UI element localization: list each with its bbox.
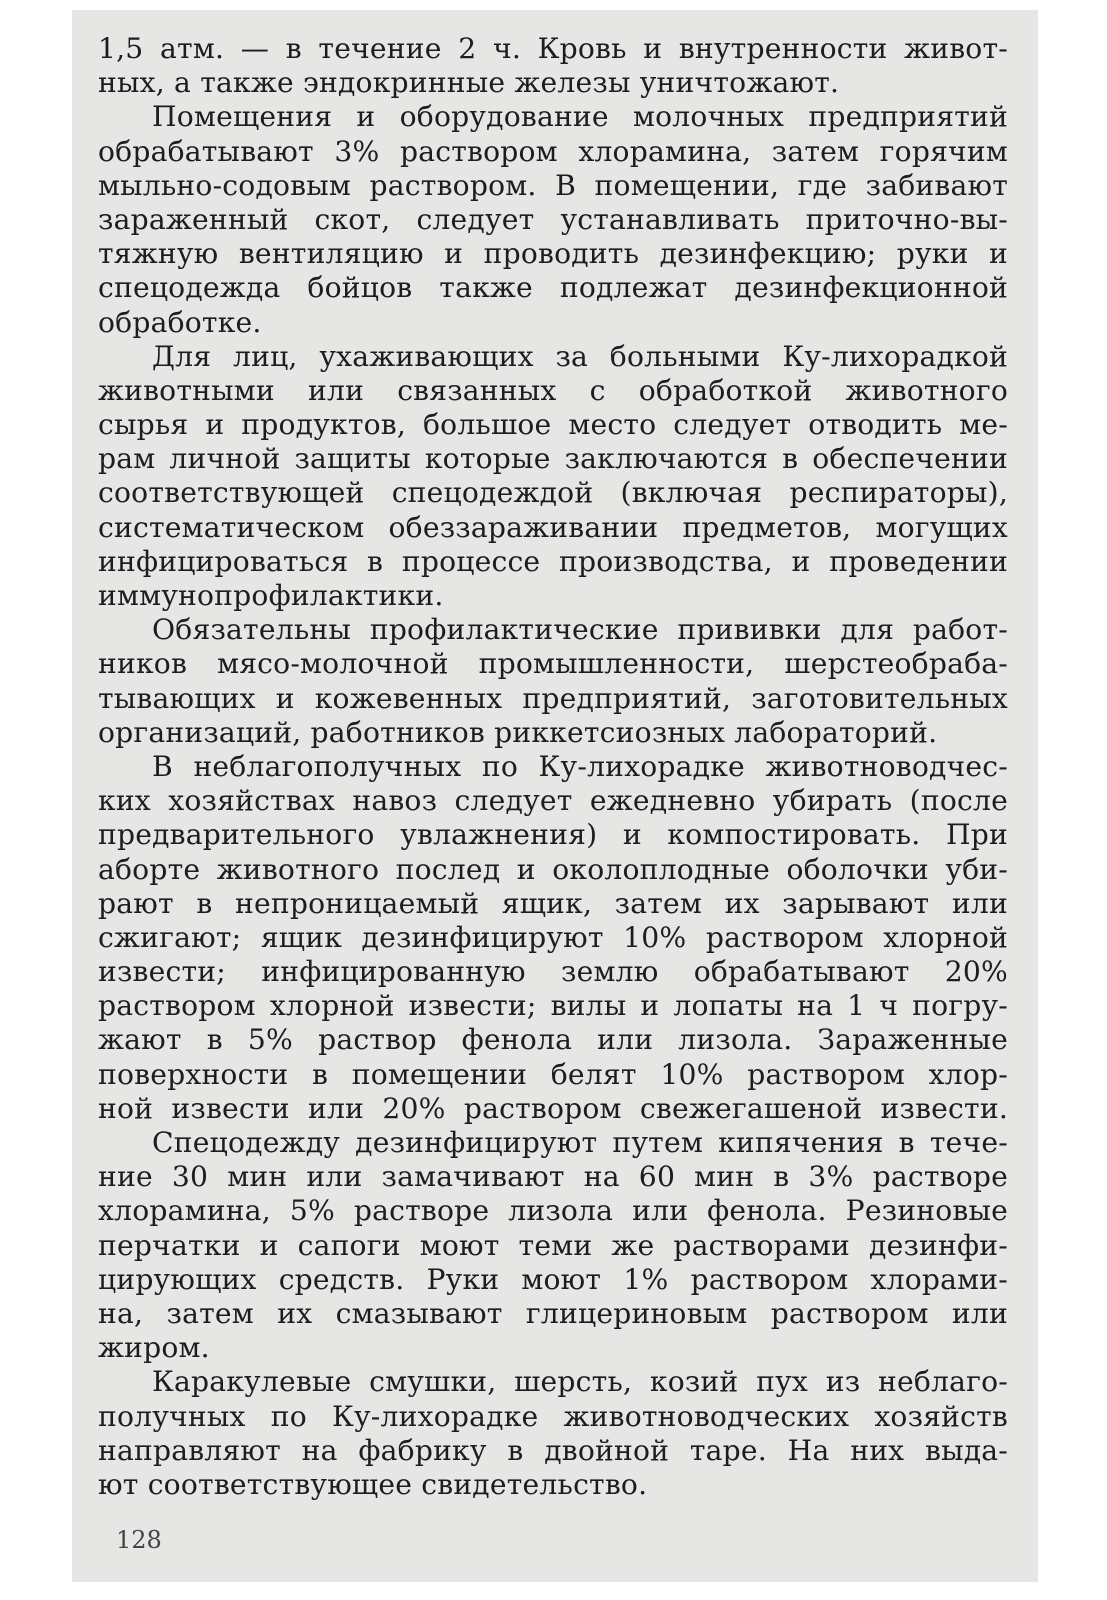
text-line: извести; инфицированную землю обрабатывают 20% bbox=[98, 955, 1008, 989]
page-number: 128 bbox=[116, 1526, 162, 1554]
text-line: иммунопрофилактики. bbox=[98, 579, 444, 612]
text-line: В неблагополучных по Ку-лихорадке животноводчес- bbox=[152, 749, 1008, 783]
paragraph-2 bbox=[98, 100, 1008, 339]
text-line: организаций, работников риккетсиозных лабораторий. bbox=[98, 715, 938, 749]
text-line: ют соответствующее свидетельство. bbox=[98, 1467, 648, 1501]
text-line: Обязательны профилактические прививки для работ- bbox=[152, 613, 1008, 647]
text-line: сырья и продуктов, большое место следует отводить ме- bbox=[98, 408, 1008, 442]
text-line: тяжную вентиляцию и проводить дезинфекцию; руки и bbox=[98, 237, 1008, 271]
text-line: получных по Ку-лихорадке животноводческих хозяйств bbox=[98, 1399, 1008, 1433]
text-line: ной извести или 20% раствором свежегашеной извести. bbox=[98, 1091, 1008, 1125]
paragraph-7 bbox=[98, 1365, 1008, 1502]
text-line: животными или связанных с обработкой животного bbox=[98, 373, 1008, 407]
text-line: Каракулевые смушки, шерсть, козий пух из неблаго- bbox=[152, 1365, 1008, 1399]
paragraph-3 bbox=[98, 340, 1008, 614]
text-line: Для лиц, ухаживающих за больными Ку-лихорадкой bbox=[152, 339, 1008, 373]
text-line: жают в 5% раствор фенола или лизола. Зараженные bbox=[98, 1023, 1008, 1057]
book-page bbox=[72, 10, 1038, 1582]
text-line: ных, а также эндокринные железы уничтожают. bbox=[98, 66, 840, 100]
text-line: раствором хлорной извести; вилы и лопаты на 1 ч погру- bbox=[98, 989, 1008, 1023]
text-line: Помещения и оборудование молочных предприятий bbox=[152, 100, 1008, 134]
text-line: сжигают; ящик дезинфицируют 10% раствором хлорной bbox=[98, 920, 1008, 954]
paragraph-6 bbox=[98, 1126, 1008, 1365]
paragraph-5 bbox=[98, 750, 1008, 1126]
text-line: рам личной защиты которые заключаются в обеспечении bbox=[98, 442, 1008, 476]
text-line: Спецодежду дезинфицируют путем кипячения в тече- bbox=[152, 1126, 1008, 1159]
text-line: предварительного увлажнения) и компостировать. При bbox=[98, 818, 1008, 852]
text-line: поверхности в помещении белят 10% раствором хлор- bbox=[98, 1057, 1008, 1091]
text-line: жиром. bbox=[98, 1331, 210, 1365]
text-line: спецодежда бойцов также подлежат дезинфекционной bbox=[98, 271, 1008, 305]
text-line: обрабатывают 3% раствором хлорамина, затем горячим bbox=[98, 134, 1008, 168]
text-line: 1,5 атм. — в течение 2 ч. Кровь и внутренности живот- bbox=[98, 32, 1008, 65]
text-line: аборте животного послед и околоплодные оболочки уби- bbox=[98, 852, 1008, 886]
text-line: систематическом обеззараживании предметов, могущих bbox=[98, 510, 1008, 544]
text-line: соответствующей спецодеждой (включая респираторы), bbox=[98, 476, 1008, 510]
text-line: хлорамина, 5% растворе лизола или фенола. Резиновые bbox=[98, 1194, 1008, 1228]
text-line: тывающих и кожевенных предприятий, заготовительных bbox=[98, 681, 1008, 715]
text-line: зараженный скот, следует устанавливать приточно-вы- bbox=[98, 202, 1008, 236]
text-line: на, затем их смазывают глицериновым раствором или bbox=[98, 1296, 1008, 1330]
text-line: рают в непроницаемый ящик, затем их зарывают или bbox=[98, 886, 1008, 920]
text-line: ников мясо-молочной промышленности, шерстеобраба- bbox=[98, 647, 1008, 681]
text-line: направляют на фабрику в двойной таре. На них выда- bbox=[98, 1433, 1008, 1467]
text-line: ние 30 мин или замачивают на 60 мин в 3% растворе bbox=[98, 1160, 1008, 1194]
paragraph-1 bbox=[98, 32, 1008, 100]
text-line: инфицироваться в процессе производства, и проведении bbox=[98, 544, 1008, 578]
text-line: ких хозяйствах навоз следует ежедневно убирать (после bbox=[98, 784, 1008, 818]
text-line: обработке. bbox=[98, 305, 262, 339]
body-text bbox=[98, 32, 1008, 1502]
text-line: цирующих средств. Руки моют 1% раствором хлорами- bbox=[98, 1262, 1008, 1296]
text-line: мыльно-содовым раствором. В помещении, где забивают bbox=[98, 168, 1008, 202]
paragraph-4 bbox=[98, 613, 1008, 750]
text-line: перчатки и сапоги моют теми же растворами дезинфи- bbox=[98, 1228, 1008, 1262]
